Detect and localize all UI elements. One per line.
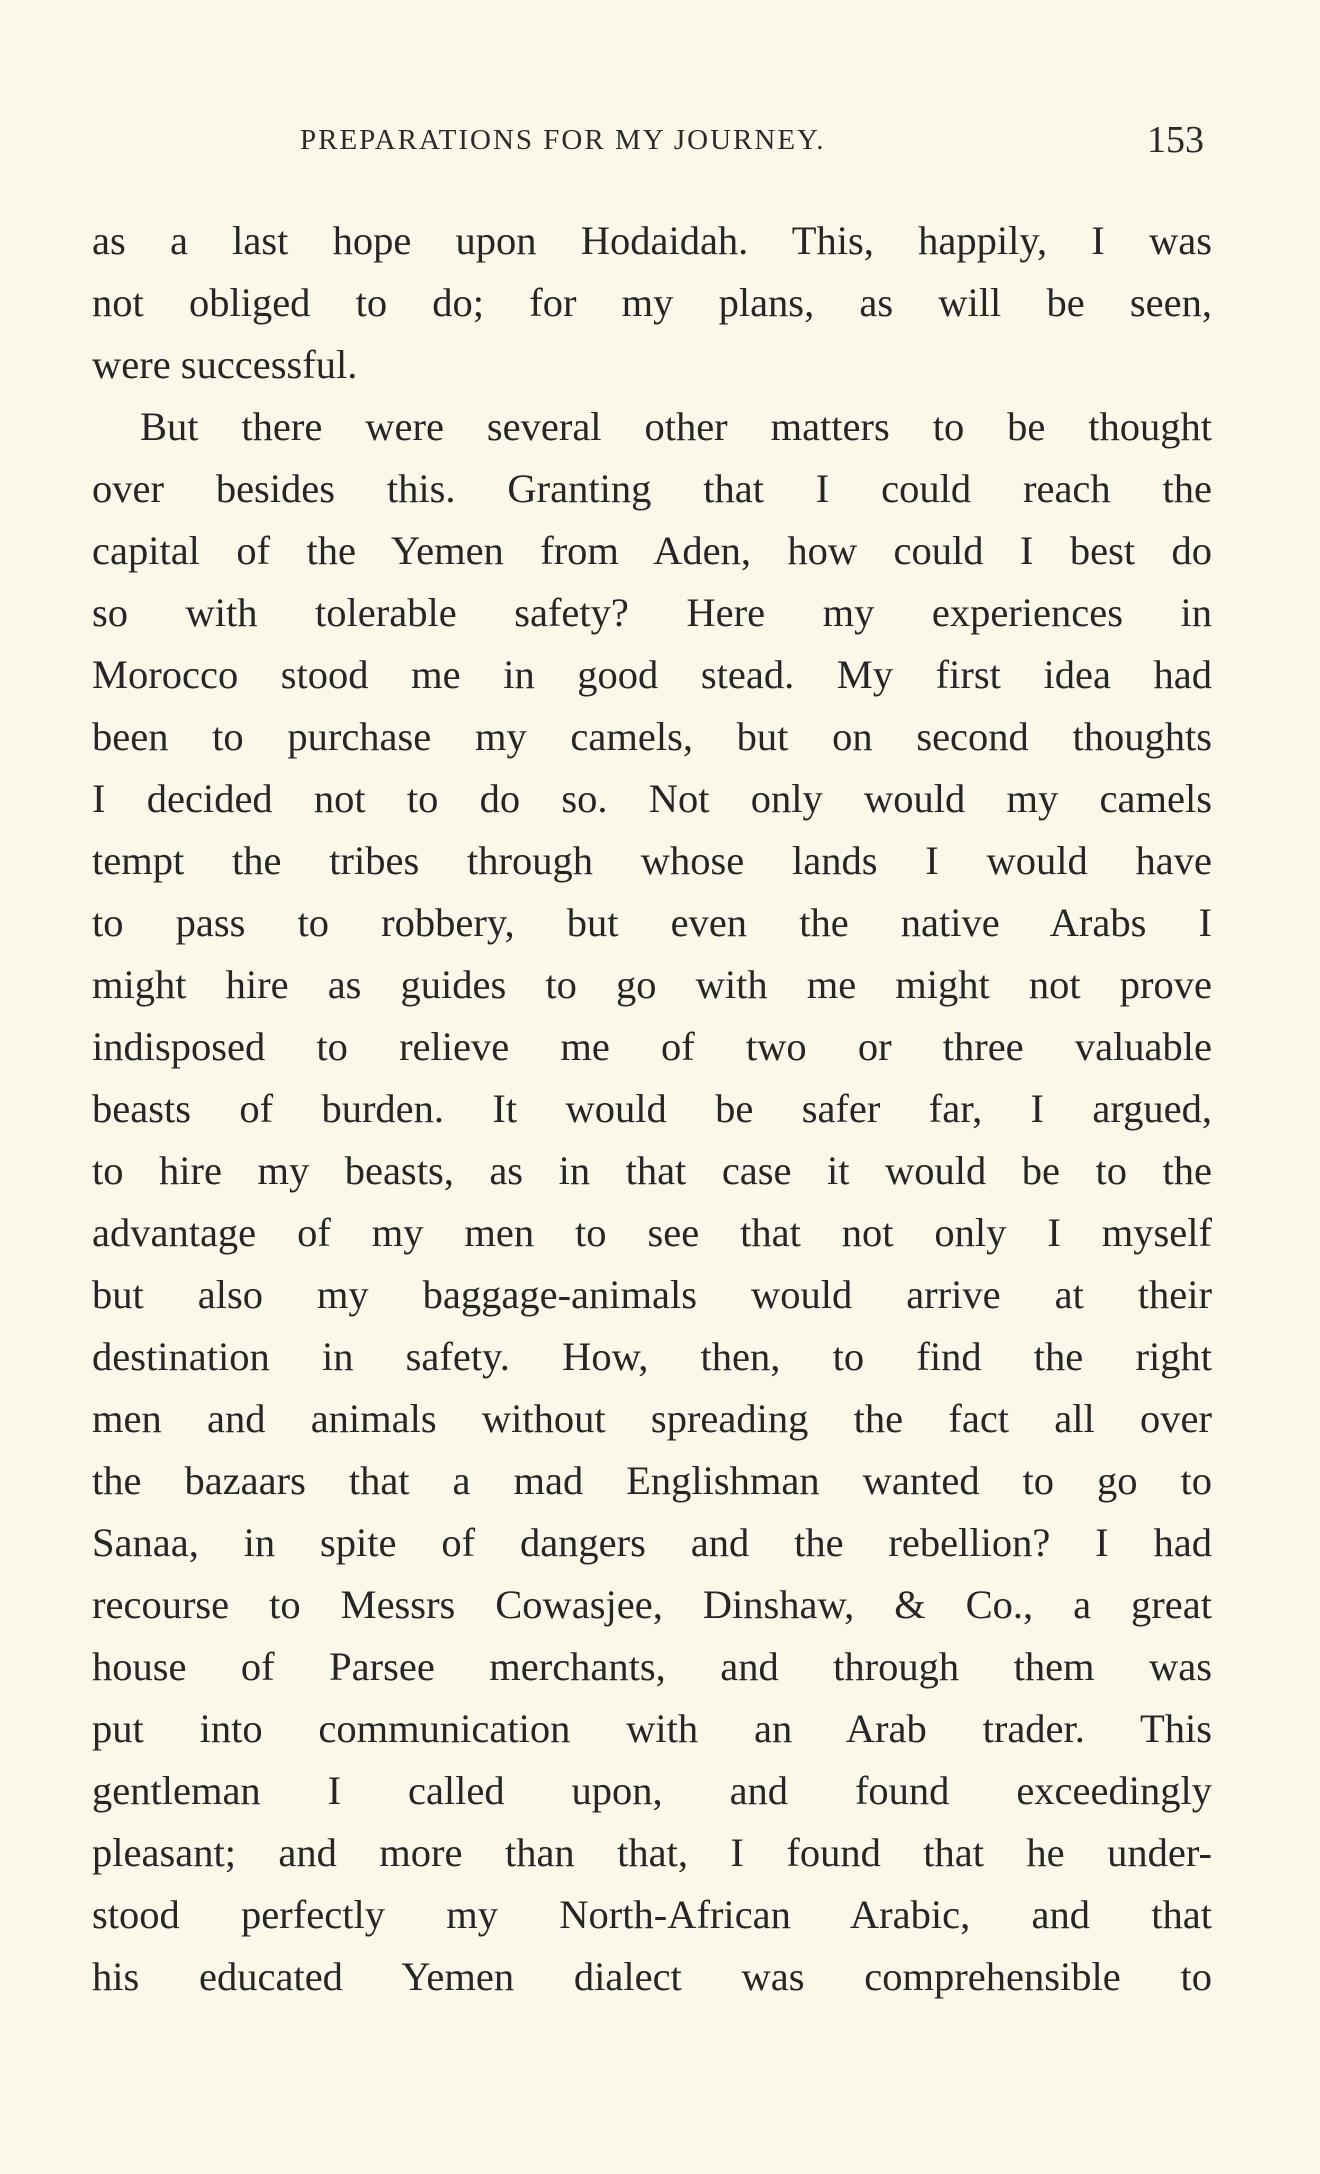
text-line: I decided not to do so. Not only would my camels <box>92 776 1212 821</box>
text-line: beasts of burden. It would be safer far, I argued, <box>92 1086 1212 1131</box>
text-line: men and animals without spreading the fact all over <box>92 1396 1212 1441</box>
text-line: as a last hope upon Hodaidah. This, happily, I was <box>92 218 1212 263</box>
text-line: capital of the Yemen from Aden, how could I best do <box>92 528 1212 573</box>
text-line: indisposed to relieve me of two or three valuable <box>92 1024 1212 1069</box>
text-line: But there were several other matters to be thought <box>140 404 1212 449</box>
text-line: over besides this. Granting that I could reach the <box>92 466 1212 511</box>
text-line: tempt the tribes through whose lands I would have <box>92 838 1212 883</box>
text-line: so with tolerable safety? Here my experiences in <box>92 590 1212 635</box>
text-line: Sanaa, in spite of dangers and the rebellion? I had <box>92 1520 1212 1565</box>
text-line: gentleman I called upon, and found exceedingly <box>92 1768 1212 1813</box>
text-line: house of Parsee merchants, and through them was <box>92 1644 1212 1689</box>
text-line: might hire as guides to go with me might not prove <box>92 962 1212 1007</box>
text-line: stood perfectly my North-African Arabic, and that <box>92 1892 1212 1937</box>
running-title: PREPARATIONS FOR MY JOURNEY. <box>300 124 826 156</box>
text-line: to pass to robbery, but even the native Arabs I <box>92 900 1212 945</box>
text-line: pleasant; and more than that, I found that he under- <box>92 1830 1212 1875</box>
page-number: 153 <box>1147 119 1204 161</box>
text-line: to hire my beasts, as in that case it would be to the <box>92 1148 1212 1193</box>
text-line: put into communication with an Arab trader. This <box>92 1706 1212 1751</box>
text-line: but also my baggage-animals would arrive at their <box>92 1272 1212 1317</box>
text-line: the bazaars that a mad Englishman wanted to go to <box>92 1458 1212 1503</box>
text-line: Morocco stood me in good stead. My first idea had <box>92 652 1212 697</box>
text-line: were successful. <box>92 342 358 387</box>
text-line: been to purchase my camels, but on second thoughts <box>92 714 1212 759</box>
body-text <box>92 210 1212 2008</box>
text-line: recourse to Messrs Cowasjee, Dinshaw, & Co., a great <box>92 1582 1212 1627</box>
text-line: destination in safety. How, then, to find the right <box>92 1334 1212 1379</box>
running-head <box>300 118 1204 168</box>
text-line: his educated Yemen dialect was comprehensible to <box>92 1954 1212 1999</box>
text-line: advantage of my men to see that not only I myself <box>92 1210 1212 1255</box>
text-line: not obliged to do; for my plans, as will be seen, <box>92 280 1212 325</box>
